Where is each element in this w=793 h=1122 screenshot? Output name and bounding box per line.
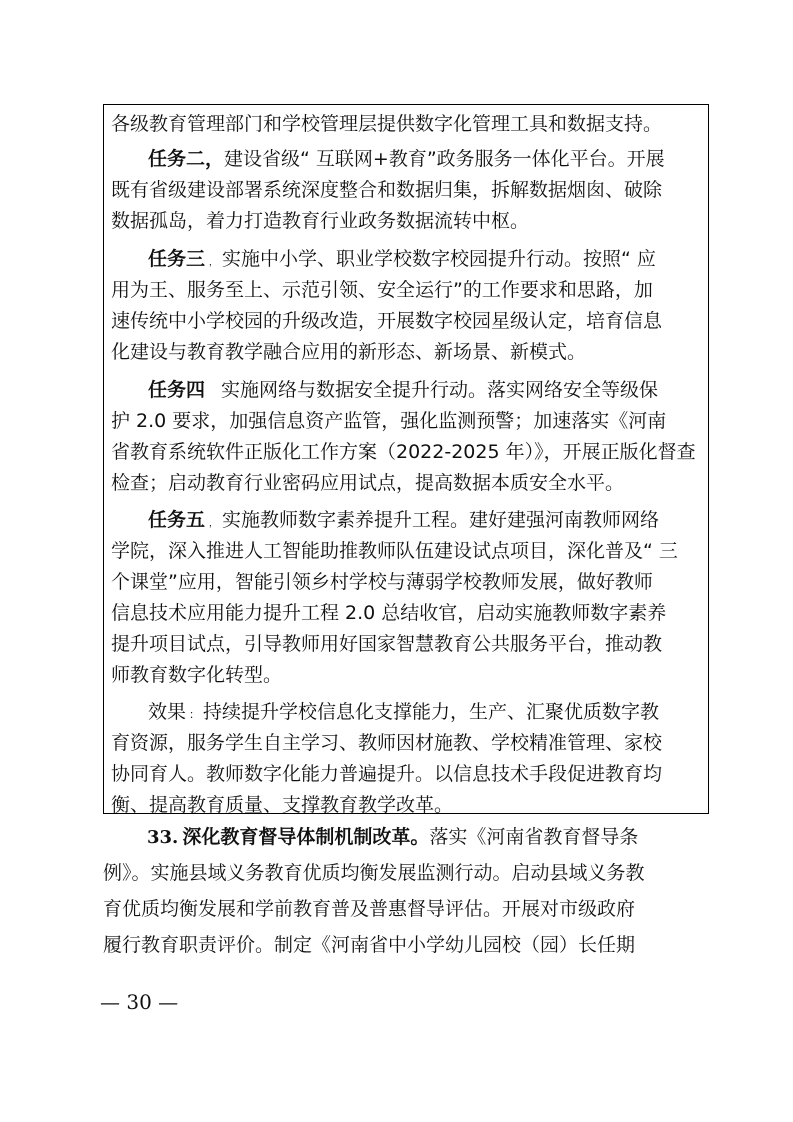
task4-line-4	[111, 468, 624, 499]
task2-text-2: 既有省级建设部署系统深度整合和数据归集，拆解数据烟囱、破除	[111, 179, 663, 201]
effect-label: 效果	[148, 701, 187, 723]
task3-text-2: 用为王、服务至上、示范引领、安全运行”的工作要求和思路，加	[111, 279, 653, 301]
task5-text-3: 个课堂”应用，智能引领乡村学校与薄弱学校教师发展，做好教师	[111, 571, 653, 593]
task5-line-1	[148, 505, 659, 536]
task5-text-1: 实施教师数字素养提升工程。建好建强河南教师网络	[222, 509, 660, 531]
effect-text-3: 协同育人。教师数字化能力普遍提升。以信息技术手段促进教育均	[111, 763, 663, 785]
task3-line-3	[111, 306, 662, 337]
task5-line-3	[111, 567, 653, 598]
task3-label: 任务三	[148, 248, 206, 270]
task5-label: 任务五	[148, 509, 206, 531]
task5-sep: ，	[209, 519, 219, 529]
item33-line-1	[147, 822, 638, 853]
task2-text-3: 数据孤岛，着力打造教育行业政务数据流转中枢。	[111, 210, 530, 232]
item33-text-1: 落实《河南省教育督导条	[429, 826, 639, 848]
item33-text-3: 育优质均衡发展和学前教育普及普惠督导评估。开展对市级政府	[103, 898, 636, 920]
task4-line-1	[148, 375, 658, 406]
box-intro-line	[111, 109, 662, 140]
task4-line-2	[111, 406, 666, 437]
effect-line-2	[111, 728, 662, 759]
task5-text-6: 师教育数字化转型。	[111, 664, 283, 686]
task4-text-1: 实施网络与数据安全提升行动。落实网络安全等级保	[221, 379, 659, 401]
task3-text-1: 实施中小学、职业学校数字校园提升行动。按照“ 应	[222, 248, 656, 270]
task3-text-3: 速传统中小学校园的升级改造，开展数字校园星级认定，培育信息	[111, 310, 663, 332]
item33-line-2	[103, 858, 645, 889]
effect-line-3	[111, 759, 662, 790]
effect-text-1: 持续提升学校信息化支撑能力，生产、汇聚优质数字教	[203, 701, 660, 723]
task3-line-2	[111, 275, 653, 306]
task5-text-4: 信息技术应用能力提升工程 2.0 总结收官，启动实施教师数字素养	[111, 602, 667, 624]
task5-text-2: 学院，深入推进人工智能助推教师队伍建设试点项目，深化普及“ 三	[111, 540, 678, 562]
effect-sep: ：	[189, 708, 201, 721]
task4-line-3	[111, 437, 696, 468]
task5-line-4	[111, 598, 666, 629]
item33-text-2: 例》。实施县域义务教育优质均衡发展监测行动。启动县域义务教	[103, 862, 645, 884]
task-box	[103, 104, 709, 814]
task2-label: 任务二，	[148, 148, 225, 170]
task4-text-4: 检查；启动教育行业密码应用试点，提高数据本质安全水平。	[111, 472, 625, 494]
task4-label: 任务四	[148, 379, 206, 401]
box-intro-text: 各级教育管理部门和学校管理层提供数字化管理工具和数据支持。	[111, 113, 663, 135]
task2-line-3	[111, 206, 529, 237]
task5-line-5	[111, 629, 662, 660]
item33-line-4	[103, 930, 635, 961]
effect-text-4: 衡、提高教育质量、支撑教育教学改革。	[111, 794, 454, 816]
item33-line-3	[103, 894, 635, 925]
effect-line-1	[148, 697, 659, 728]
task2-line-1	[148, 144, 665, 175]
task5-line-2	[111, 536, 678, 567]
effect-line-4	[111, 790, 453, 821]
task3-line-4	[111, 337, 586, 368]
task4-text-2: 护 2.0 要求，加强信息资产监管，强化监测预警；加速落实《河南	[111, 410, 667, 432]
effect-text-2: 育资源，服务学生自主学习、教师因材施教、学校精准管理、家校	[111, 732, 663, 754]
task3-sep: ，	[209, 258, 219, 268]
task3-text-4: 化建设与教育教学融合应用的新形态、新场景、新模式。	[111, 341, 587, 363]
task3-line-1	[148, 244, 656, 275]
task5-line-6	[111, 660, 282, 691]
task5-text-5: 提升项目试点，引导教师用好国家智慧教育公共服务平台，推动教	[111, 633, 663, 655]
task2-text-1: 建设省级“ 互联网+教育”政务服务一体化平台。开展	[224, 148, 665, 170]
item33-title: 深化教育督导体制机制改革。	[182, 826, 430, 848]
item33-text-4: 履行教育职责评价。制定《河南省中小学幼儿园校（园）长任期	[103, 934, 636, 956]
item33-number: 33.	[147, 827, 179, 848]
task2-line-2	[111, 175, 662, 206]
page-number: — 30 —	[100, 990, 179, 1014]
task4-text-3: 省教育系统软件正版化工作方案（2022-2025 年）》，开展正版化督查	[111, 441, 696, 463]
